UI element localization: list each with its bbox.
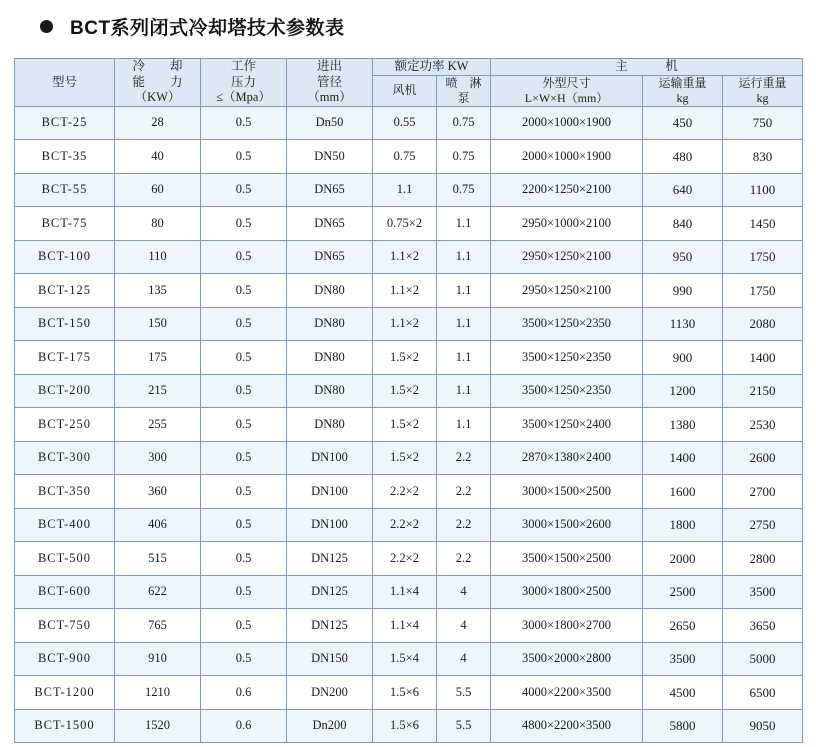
header-pipe-diameter: [287, 59, 373, 107]
table-row: [15, 642, 803, 676]
table-row: [15, 441, 803, 475]
cell-pressure: 0.5: [201, 274, 287, 308]
cell-model: BCT-350: [15, 475, 115, 509]
cell-run-weight: 6500: [723, 676, 803, 710]
header-pipe-diameter-line3: （mm）: [307, 90, 352, 105]
cell-ship-weight: 1130: [643, 307, 723, 341]
cell-dimension: 4800×2200×3500: [491, 709, 643, 743]
cell-fan-power: 1.5×2: [373, 441, 437, 475]
cell-pressure: 0.5: [201, 173, 287, 207]
cell-pressure: 0.5: [201, 106, 287, 140]
cell-pressure: 0.5: [201, 374, 287, 408]
cell-model: BCT-35: [15, 140, 115, 174]
cell-pump-power: 1.1: [437, 341, 491, 375]
cell-model: BCT-150: [15, 307, 115, 341]
cell-capacity: 135: [115, 274, 201, 308]
cell-pressure: 0.5: [201, 575, 287, 609]
cell-run-weight: 5000: [723, 642, 803, 676]
table-row: [15, 140, 803, 174]
table-header-row-1: [15, 59, 803, 76]
cell-pump-power: 0.75: [437, 106, 491, 140]
cell-capacity: 80: [115, 207, 201, 241]
cell-run-weight: 1750: [723, 240, 803, 274]
cell-pressure: 0.5: [201, 609, 287, 643]
header-cooling-capacity-line3: （KW）: [134, 90, 181, 105]
cell-ship-weight: 480: [643, 140, 723, 174]
spec-table: [14, 58, 803, 743]
cell-model: BCT-1200: [15, 676, 115, 710]
cell-run-weight: 3500: [723, 575, 803, 609]
cell-fan-power: 1.5×2: [373, 341, 437, 375]
cell-pipe-diameter: DN125: [287, 575, 373, 609]
cell-ship-weight: 5800: [643, 709, 723, 743]
cell-run-weight: 2700: [723, 475, 803, 509]
cell-pump-power: 1.1: [437, 240, 491, 274]
cell-capacity: 175: [115, 341, 201, 375]
cell-capacity: 215: [115, 374, 201, 408]
cell-fan-power: 0.55: [373, 106, 437, 140]
cell-pump-power: 2.2: [437, 542, 491, 576]
cell-pressure: 0.5: [201, 207, 287, 241]
cell-capacity: 40: [115, 140, 201, 174]
page-title: BCT系列闭式冷却塔技术参数表: [70, 18, 345, 39]
cell-run-weight: 1100: [723, 173, 803, 207]
cell-run-weight: 1400: [723, 341, 803, 375]
table-row: [15, 676, 803, 710]
cell-pipe-diameter: DN80: [287, 374, 373, 408]
cell-pipe-diameter: DN200: [287, 676, 373, 710]
cell-run-weight: 830: [723, 140, 803, 174]
header-dimension-line1: 外型尺寸: [542, 75, 591, 90]
cell-model: BCT-900: [15, 642, 115, 676]
table-row: [15, 341, 803, 375]
header-ship-weight-line1: 运输重量: [658, 75, 707, 90]
header-dimension: [491, 75, 643, 106]
cell-ship-weight: 840: [643, 207, 723, 241]
cell-pipe-diameter: DN125: [287, 542, 373, 576]
header-spray-pump: [437, 75, 491, 106]
cell-model: BCT-125: [15, 274, 115, 308]
cell-fan-power: 1.1×2: [373, 307, 437, 341]
cell-pump-power: 2.2: [437, 508, 491, 542]
cell-pump-power: 4: [437, 642, 491, 676]
cell-fan-power: 1.1×4: [373, 575, 437, 609]
cell-pressure: 0.5: [201, 307, 287, 341]
table-row: [15, 508, 803, 542]
cell-run-weight: 3650: [723, 609, 803, 643]
cell-dimension: 3000×1500×2600: [491, 508, 643, 542]
cell-run-weight: 1750: [723, 274, 803, 308]
cell-ship-weight: 1800: [643, 508, 723, 542]
cell-pump-power: 2.2: [437, 441, 491, 475]
table-body: [15, 106, 803, 743]
header-fan: 风机: [373, 75, 437, 106]
cell-fan-power: 1.1×4: [373, 609, 437, 643]
cell-capacity: 300: [115, 441, 201, 475]
bullet-icon: [40, 20, 53, 33]
cell-run-weight: 2600: [723, 441, 803, 475]
cell-fan-power: 0.75: [373, 140, 437, 174]
cell-fan-power: 2.2×2: [373, 508, 437, 542]
cell-dimension: 3500×1250×2350: [491, 341, 643, 375]
cell-model: BCT-400: [15, 508, 115, 542]
cell-pipe-diameter: DN100: [287, 508, 373, 542]
cell-dimension: 3500×1500×2500: [491, 542, 643, 576]
cell-capacity: 60: [115, 173, 201, 207]
cell-ship-weight: 990: [643, 274, 723, 308]
cell-ship-weight: 2650: [643, 609, 723, 643]
cell-capacity: 910: [115, 642, 201, 676]
cell-run-weight: 9050: [723, 709, 803, 743]
cell-fan-power: 1.5×2: [373, 374, 437, 408]
header-model: 型号: [15, 59, 115, 107]
cell-fan-power: 0.75×2: [373, 207, 437, 241]
header-rated-power: 额定功率 KW: [373, 59, 491, 76]
cell-dimension: 2000×1000×1900: [491, 140, 643, 174]
cell-pipe-diameter: DN125: [287, 609, 373, 643]
spec-table-wrapper: [14, 58, 802, 743]
cell-pump-power: 1.1: [437, 274, 491, 308]
header-working-pressure: [201, 59, 287, 107]
cell-pressure: 0.6: [201, 676, 287, 710]
cell-ship-weight: 900: [643, 341, 723, 375]
cell-ship-weight: 2000: [643, 542, 723, 576]
cell-capacity: 765: [115, 609, 201, 643]
table-row: [15, 408, 803, 442]
cell-pipe-diameter: DN65: [287, 207, 373, 241]
cell-model: BCT-100: [15, 240, 115, 274]
cell-dimension: 3500×1250×2350: [491, 374, 643, 408]
table-row: [15, 542, 803, 576]
cell-pipe-diameter: DN80: [287, 341, 373, 375]
cell-run-weight: 2750: [723, 508, 803, 542]
header-cooling-capacity-line1: 冷 却: [132, 59, 183, 73]
cell-fan-power: 1.5×6: [373, 709, 437, 743]
header-cooling-capacity-line2: 能 力: [132, 74, 183, 89]
cell-pressure: 0.5: [201, 140, 287, 174]
header-spray-pump-line1: 喷 淋: [445, 75, 482, 90]
header-pipe-diameter-line1: 进出: [316, 59, 342, 73]
cell-pipe-diameter: DN80: [287, 274, 373, 308]
table-row: [15, 374, 803, 408]
table-row: [15, 609, 803, 643]
cell-pipe-diameter: DN100: [287, 441, 373, 475]
cell-run-weight: 750: [723, 106, 803, 140]
cell-ship-weight: 1200: [643, 374, 723, 408]
cell-dimension: 3500×1250×2400: [491, 408, 643, 442]
cell-pressure: 0.5: [201, 475, 287, 509]
cell-model: BCT-25: [15, 106, 115, 140]
cell-dimension: 2870×1380×2400: [491, 441, 643, 475]
cell-capacity: 622: [115, 575, 201, 609]
cell-dimension: 2950×1000×2100: [491, 207, 643, 241]
cell-capacity: 406: [115, 508, 201, 542]
cell-run-weight: 2530: [723, 408, 803, 442]
cell-pump-power: 1.1: [437, 408, 491, 442]
cell-pressure: 0.6: [201, 709, 287, 743]
cell-run-weight: 2150: [723, 374, 803, 408]
cell-dimension: 2950×1250×2100: [491, 240, 643, 274]
cell-capacity: 28: [115, 106, 201, 140]
header-working-pressure-line3: ≤（Mpa）: [216, 90, 271, 105]
cell-fan-power: 1.5×6: [373, 676, 437, 710]
cell-pressure: 0.5: [201, 642, 287, 676]
cell-pipe-diameter: DN65: [287, 173, 373, 207]
cell-capacity: 1210: [115, 676, 201, 710]
cell-pump-power: 1.1: [437, 374, 491, 408]
table-row: [15, 274, 803, 308]
cell-ship-weight: 950: [643, 240, 723, 274]
cell-ship-weight: 1400: [643, 441, 723, 475]
cell-capacity: 150: [115, 307, 201, 341]
cell-pressure: 0.5: [201, 408, 287, 442]
cell-model: BCT-55: [15, 173, 115, 207]
header-pipe-diameter-line2: 管径: [316, 74, 342, 89]
cell-pipe-diameter: DN150: [287, 642, 373, 676]
table-row: [15, 240, 803, 274]
cell-dimension: 4000×2200×3500: [491, 676, 643, 710]
cell-pressure: 0.5: [201, 341, 287, 375]
cell-ship-weight: 450: [643, 106, 723, 140]
cell-dimension: 3500×2000×2800: [491, 642, 643, 676]
cell-capacity: 255: [115, 408, 201, 442]
cell-pressure: 0.5: [201, 508, 287, 542]
table-header: [15, 59, 803, 107]
header-ship-weight-line2: kg: [676, 90, 689, 105]
cell-pump-power: 1.1: [437, 307, 491, 341]
cell-pressure: 0.5: [201, 542, 287, 576]
cell-pipe-diameter: Dn50: [287, 106, 373, 140]
cell-dimension: 2000×1000×1900: [491, 106, 643, 140]
cell-pipe-diameter: DN80: [287, 307, 373, 341]
cell-dimension: 3000×1800×2700: [491, 609, 643, 643]
header-working-pressure-line2: 压力: [230, 74, 256, 89]
cell-fan-power: 1.5×4: [373, 642, 437, 676]
cell-model: BCT-1500: [15, 709, 115, 743]
table-row: [15, 207, 803, 241]
cell-dimension: 3500×1250×2350: [491, 307, 643, 341]
cell-model: BCT-75: [15, 207, 115, 241]
cell-ship-weight: 1600: [643, 475, 723, 509]
header-run-weight: [723, 75, 803, 106]
table-row: [15, 106, 803, 140]
cell-pump-power: 5.5: [437, 709, 491, 743]
table-row: [15, 575, 803, 609]
cell-fan-power: 1.1×2: [373, 274, 437, 308]
cell-fan-power: 1.1×2: [373, 240, 437, 274]
cell-dimension: 3000×1500×2500: [491, 475, 643, 509]
cell-dimension: 2950×1250×2100: [491, 274, 643, 308]
cell-model: BCT-175: [15, 341, 115, 375]
cell-pump-power: 5.5: [437, 676, 491, 710]
cell-model: BCT-600: [15, 575, 115, 609]
cell-pump-power: 4: [437, 609, 491, 643]
cell-ship-weight: 4500: [643, 676, 723, 710]
cell-dimension: 3000×1800×2500: [491, 575, 643, 609]
table-row: [15, 307, 803, 341]
cell-model: BCT-250: [15, 408, 115, 442]
cell-ship-weight: 3500: [643, 642, 723, 676]
table-row: [15, 173, 803, 207]
cell-capacity: 515: [115, 542, 201, 576]
cell-pipe-diameter: DN80: [287, 408, 373, 442]
cell-pump-power: 0.75: [437, 173, 491, 207]
cell-fan-power: 1.5×2: [373, 408, 437, 442]
cell-pump-power: 4: [437, 575, 491, 609]
cell-pump-power: 1.1: [437, 207, 491, 241]
cell-pump-power: 0.75: [437, 140, 491, 174]
cell-model: BCT-300: [15, 441, 115, 475]
cell-dimension: 2200×1250×2100: [491, 173, 643, 207]
cell-ship-weight: 2500: [643, 575, 723, 609]
header-dimension-line2: L×W×H（mm）: [524, 90, 609, 105]
header-run-weight-line1: 运行重量: [738, 75, 787, 90]
cell-pressure: 0.5: [201, 240, 287, 274]
cell-pipe-diameter: DN50: [287, 140, 373, 174]
header-run-weight-line2: kg: [756, 90, 769, 105]
cell-fan-power: 2.2×2: [373, 475, 437, 509]
cell-capacity: 110: [115, 240, 201, 274]
header-working-pressure-line1: 工作: [230, 59, 256, 73]
cell-capacity: 1520: [115, 709, 201, 743]
cell-pipe-diameter: DN65: [287, 240, 373, 274]
cell-fan-power: 2.2×2: [373, 542, 437, 576]
cell-fan-power: 1.1: [373, 173, 437, 207]
header-main-unit: 主 机: [491, 59, 803, 76]
cell-run-weight: 2800: [723, 542, 803, 576]
cell-pipe-diameter: DN100: [287, 475, 373, 509]
cell-run-weight: 2080: [723, 307, 803, 341]
header-cooling-capacity: [115, 59, 201, 107]
cell-model: BCT-750: [15, 609, 115, 643]
cell-capacity: 360: [115, 475, 201, 509]
cell-ship-weight: 640: [643, 173, 723, 207]
header-spray-pump-line2: 泵: [457, 90, 470, 105]
cell-pipe-diameter: Dn200: [287, 709, 373, 743]
cell-model: BCT-500: [15, 542, 115, 576]
header-ship-weight: [643, 75, 723, 106]
cell-pump-power: 2.2: [437, 475, 491, 509]
cell-pressure: 0.5: [201, 441, 287, 475]
table-row: [15, 709, 803, 743]
table-row: [15, 475, 803, 509]
page-title-row: [0, 0, 816, 40]
cell-run-weight: 1450: [723, 207, 803, 241]
cell-model: BCT-200: [15, 374, 115, 408]
cell-ship-weight: 1380: [643, 408, 723, 442]
